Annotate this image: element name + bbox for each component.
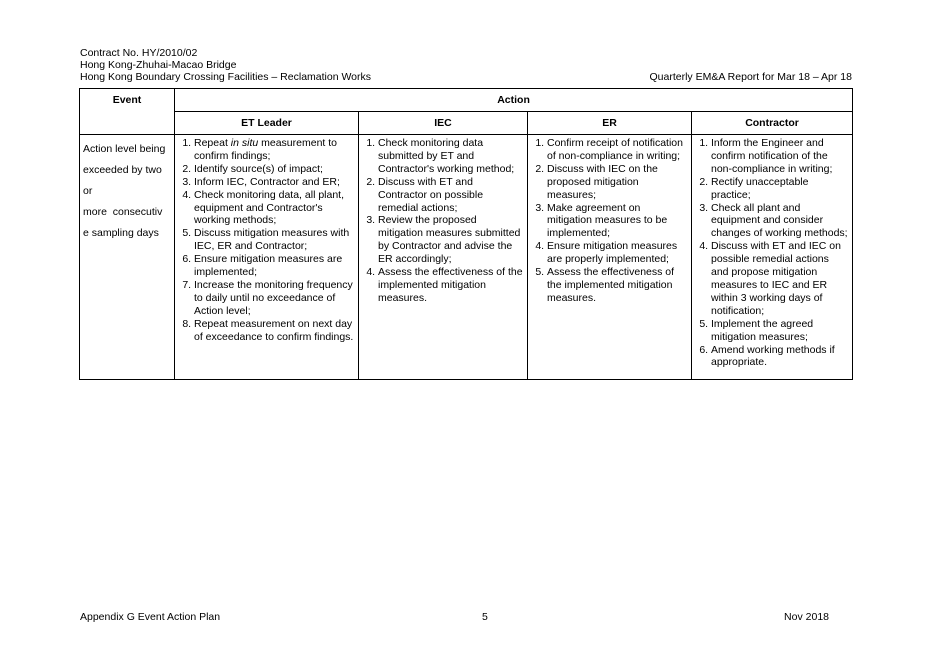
event-action-table xyxy=(79,88,853,380)
et-leader-actions xyxy=(175,135,359,380)
et-leader-step: 7. Increase the monitoring frequency to daily until no exceedance of Action level; xyxy=(194,279,354,318)
iec-actions xyxy=(359,135,528,380)
et-leader-step: 5. Discuss mitigation measures with IEC, ER and Contractor; xyxy=(194,227,354,253)
event-line: exceeded by two xyxy=(83,164,162,176)
contract-number: Contract No. HY/2010/02 xyxy=(80,47,198,59)
report-title: Quarterly EM&A Report for Mar 18 – Apr 18 xyxy=(649,71,852,83)
page-footer xyxy=(80,611,829,623)
contractor-step: 5. Implement the agreed mitigation measures; xyxy=(711,318,848,344)
event-line: or xyxy=(83,185,93,197)
column-header-er: ER xyxy=(528,112,692,135)
event-header: Event xyxy=(80,89,175,135)
iec-step: 1. Check monitoring data submitted by ET and Contractor's working method; xyxy=(378,137,523,176)
et-leader-step: 6. Ensure mitigation measures are implemented; xyxy=(194,253,354,279)
contractor-step: 1. Inform the Engineer and confirm notification of the non-compliance in writing; xyxy=(711,137,848,176)
er-actions xyxy=(528,135,692,380)
event-line: more consecutiv xyxy=(83,206,163,218)
event-line: Action level being xyxy=(83,143,166,155)
contractor-step: 6. Amend working methods if appropriate. xyxy=(711,344,848,370)
iec-step: 3. Review the proposed mitigation measures submitted by Contractor and advise the ER accordingly; xyxy=(378,214,523,266)
er-step: 3. Make agreement on mitigation measures to be implemented; xyxy=(547,202,687,241)
contractor-actions xyxy=(692,135,853,380)
et-leader-step: 4. Check monitoring data, all plant, equipment and Contractor's working methods; xyxy=(194,189,354,228)
column-header-iec: IEC xyxy=(359,112,528,135)
report-date: Nov 2018 xyxy=(784,611,829,623)
er-step: 2. Discuss with IEC on the proposed mitigation measures; xyxy=(547,163,687,202)
page-number: 5 xyxy=(482,611,488,623)
iec-step: 2. Discuss with ET and Contractor on possible remedial actions; xyxy=(378,176,523,215)
contractor-step: 4. Discuss with ET and IEC on possible remedial actions and propose mitigation measures to IEC and ER within 3 working days of notification; xyxy=(711,240,848,317)
et-leader-step: 2. Identify source(s) of impact; xyxy=(194,163,354,176)
action-header: Action xyxy=(175,89,853,112)
contractor-step: 2. Rectify unacceptable practice; xyxy=(711,176,848,202)
er-step: 5. Assess the effectiveness of the implemented mitigation measures. xyxy=(547,266,687,305)
er-step: 4. Ensure mitigation measures are properly implemented; xyxy=(547,240,687,266)
iec-step: 4. Assess the effectiveness of the implemented mitigation measures. xyxy=(378,266,523,305)
project-name: Hong Kong-Zhuhai-Macao Bridge xyxy=(80,59,237,71)
page-header xyxy=(80,47,852,83)
et-leader-step: 8. Repeat measurement on next day of exceedance to confirm findings. xyxy=(194,318,354,344)
et-leader-step: 3. Inform IEC, Contractor and ER; xyxy=(194,176,354,189)
appendix-title: Appendix G Event Action Plan xyxy=(80,611,221,623)
column-header-contractor: Contractor xyxy=(692,112,853,135)
works-name: Hong Kong Boundary Crossing Facilities – Reclamation Works xyxy=(80,71,372,83)
et-leader-step: 1. Repeat in situ measurement to confirm findings; xyxy=(194,137,354,163)
er-step: 1. Confirm receipt of notification of non-compliance in writing; xyxy=(547,137,687,163)
event-description xyxy=(80,135,175,380)
column-header-et-leader: ET Leader xyxy=(175,112,359,135)
contractor-step: 3. Check all plant and equipment and consider changes of working methods; xyxy=(711,202,848,241)
event-line: e sampling days xyxy=(83,227,159,239)
